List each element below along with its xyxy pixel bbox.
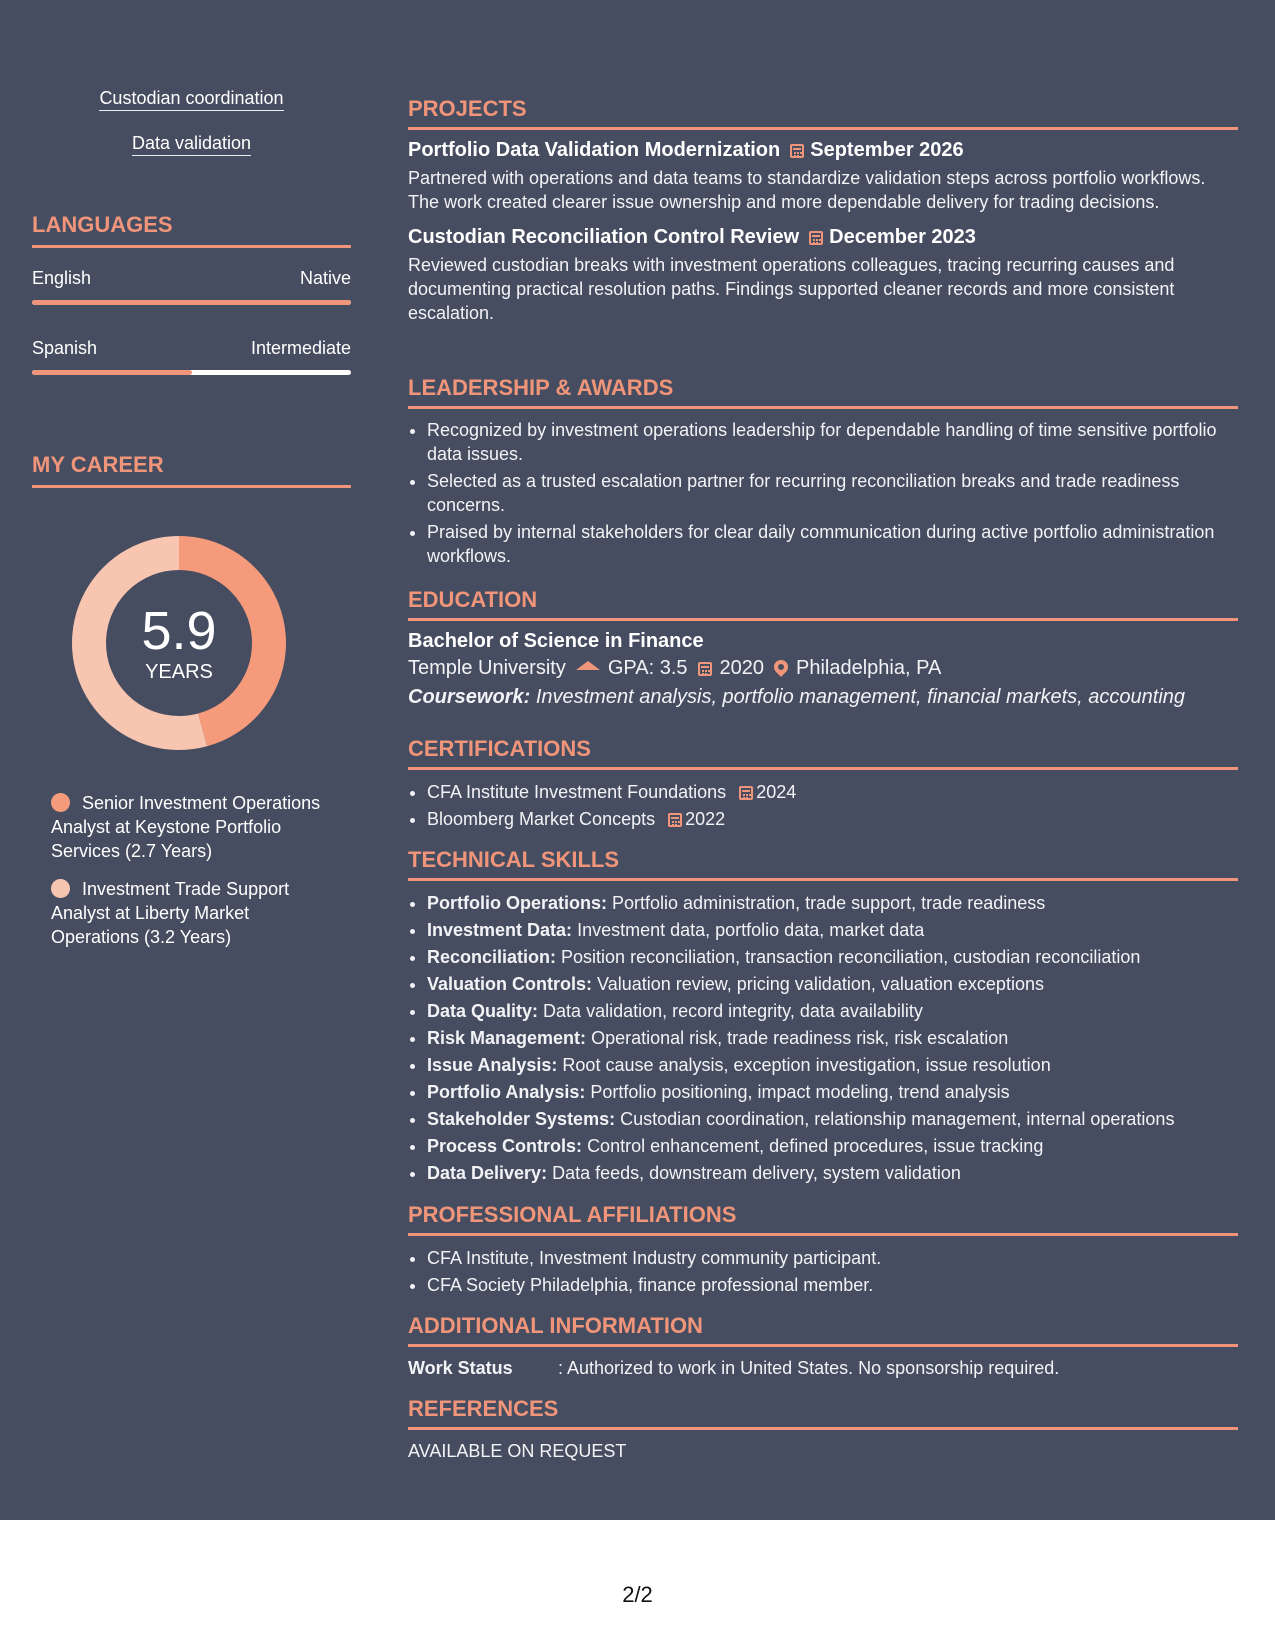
page-footer (0, 1520, 1275, 1650)
list-item (427, 998, 1238, 1025)
education-details (408, 657, 1238, 680)
language-bar-fill (32, 300, 351, 305)
list-item (427, 971, 1238, 998)
languages-heading: LANGUAGES (32, 212, 351, 248)
certifications-heading: CERTIFICATIONS (408, 736, 1238, 770)
career-legend-item (51, 791, 321, 863)
list-item: • Praised by internal stakeholders for clear daily communication during active portfolio administration workflows. (427, 520, 1238, 568)
certification-name: Bloomberg Market Concepts (427, 809, 656, 829)
skill-values: Root cause analysis, exception investigation, issue resolution (562, 1055, 1051, 1075)
additional-info-section (408, 1313, 1238, 1380)
career-total-unit: YEARS (145, 660, 213, 683)
calendar-icon (698, 662, 712, 676)
leadership-heading: LEADERSHIP & AWARDS (408, 375, 1238, 409)
list-item: • CFA Society Philadelphia, finance professional member. (427, 1272, 1238, 1299)
coursework-label: Coursework: (408, 686, 531, 708)
education-location: Philadelphia, PA (796, 657, 942, 679)
skill-values: Position reconciliation, transaction reconciliation, custodian reconciliation (561, 947, 1141, 967)
project-description: Partnered with operations and data teams to standardize validation steps across portfolio workflows. The work created clearer issue ownership and more dependable delivery for trading decisions. (408, 168, 1206, 212)
references-heading: REFERENCES (408, 1396, 1238, 1430)
affiliations-list (408, 1245, 1238, 1299)
language-name: English (32, 268, 92, 288)
list-item (427, 1133, 1238, 1160)
career-donut-center (66, 530, 292, 756)
coursework-text: Investment analysis, portfolio management, financial markets, accounting (535, 686, 1186, 708)
projects-heading: PROJECTS (408, 96, 1238, 130)
list-item: • CFA Institute, Investment Industry community participant. (427, 1245, 1238, 1272)
list-item (427, 1160, 1238, 1187)
certification-year: 2022 (685, 809, 726, 829)
work-status-row (408, 1356, 1238, 1380)
skill-category: Reconciliation: (427, 947, 557, 967)
project-title: Custodian Reconciliation Control Review (408, 226, 800, 248)
project-description: Reviewed custodian breaks with investment operations colleagues, tracing recurring causes and documenting practical resolution paths. Findings supported cleaner records and more consistent escalation. (408, 255, 1175, 323)
skill-category: Data Quality: (427, 1001, 539, 1021)
skill-category: Stakeholder Systems: (427, 1109, 616, 1129)
work-status-value: : Authorized to work in United States. No sponsorship required. (558, 1358, 1060, 1378)
project-title-row (408, 139, 1238, 162)
career-legend-item (51, 877, 321, 949)
legend-dot (51, 793, 70, 812)
additional-info-heading: ADDITIONAL INFORMATION (408, 1313, 1238, 1347)
certification-year: 2024 (756, 782, 797, 802)
skill-values: Valuation review, pricing validation, valuation exceptions (597, 974, 1044, 994)
skill-values: Operational risk, trade readiness risk, risk escalation (591, 1028, 1009, 1048)
list-item (427, 1106, 1238, 1133)
list-item (427, 806, 1238, 833)
list-item (427, 890, 1238, 917)
project-title: Portfolio Data Validation Modernization (408, 139, 781, 161)
language-name: Spanish (32, 338, 98, 358)
school-name: Temple University (408, 657, 566, 679)
references-section (408, 1396, 1238, 1463)
skill-category: Portfolio Analysis: (427, 1082, 586, 1102)
calendar-icon (790, 144, 804, 158)
project-title-row (408, 226, 1238, 249)
skill-category: Process Controls: (427, 1136, 583, 1156)
skill-link[interactable] (32, 88, 351, 109)
calendar-icon (809, 231, 823, 245)
projects-section (408, 96, 1238, 325)
education-section (408, 587, 1238, 709)
skill-category: Risk Management: (427, 1028, 587, 1048)
list-item (427, 779, 1238, 806)
certifications-list (408, 779, 1238, 833)
leadership-section (408, 375, 1238, 568)
calendar-icon (668, 813, 682, 827)
list-item (427, 1079, 1238, 1106)
skill-values: Portfolio positioning, impact modeling, trend analysis (590, 1082, 1010, 1102)
skill-label: Data validation (132, 133, 251, 156)
language-level: Native (299, 268, 351, 288)
skill-values: Investment data, portfolio data, market data (577, 920, 925, 940)
certification-name: CFA Institute Investment Foundations (427, 782, 727, 802)
affiliations-section (408, 1202, 1238, 1299)
education-heading: EDUCATION (408, 587, 1238, 621)
list-item (427, 944, 1238, 971)
skill-values: Control enhancement, defined procedures, issue tracking (587, 1136, 1044, 1156)
certifications-section (408, 736, 1238, 833)
affiliations-heading: PROFESSIONAL AFFILIATIONS (408, 1202, 1238, 1236)
language-row (32, 338, 351, 359)
career-legend-label: Senior Investment Operations Analyst at Keystone Portfolio Services (2.7 Years) (51, 793, 321, 861)
technical-skills-heading: TECHNICAL SKILLS (408, 847, 1238, 881)
skill-values: Data feeds, downstream delivery, system validation (552, 1163, 961, 1183)
language-row (32, 268, 351, 289)
graduation-year: 2020 (719, 657, 764, 679)
language-bar-fill (32, 370, 192, 375)
technical-skills-section (408, 847, 1238, 1187)
skill-values: Data validation, record integrity, data availability (543, 1001, 923, 1021)
skill-label: Custodian coordination (99, 88, 283, 111)
gpa: GPA: 3.5 (607, 657, 688, 679)
skill-category: Issue Analysis: (427, 1055, 558, 1075)
degree: Bachelor of Science in Finance (408, 630, 704, 652)
skill-values: Portfolio administration, trade support, trade readiness (612, 893, 1046, 913)
work-status-label: Work Status (408, 1358, 513, 1378)
language-bar (32, 370, 351, 375)
skill-category: Valuation Controls: (427, 974, 593, 994)
career-legend-label: Investment Trade Support Analyst at Liberty Market Operations (3.2 Years) (51, 879, 290, 947)
list-item: • Selected as a trusted escalation partner for recurring reconciliation breaks and trade readiness concerns. (427, 469, 1238, 517)
technical-skills-list (408, 890, 1238, 1187)
skill-category: Investment Data: (427, 920, 573, 940)
project-date: December 2023 (829, 226, 976, 248)
list-item (427, 1052, 1238, 1079)
graduation-cap-icon (576, 661, 600, 670)
career-total-value: 5.9 (141, 600, 217, 661)
list-item (427, 917, 1238, 944)
list-item (427, 1025, 1238, 1052)
leadership-list (408, 418, 1238, 568)
references-text: AVAILABLE ON REQUEST (408, 1441, 627, 1461)
skill-values: Custodian coordination, relationship management, internal operations (620, 1109, 1175, 1129)
language-level: Intermediate (250, 338, 351, 358)
skill-category: Portfolio Operations: (427, 893, 607, 913)
skill-category: Data Delivery: (427, 1163, 548, 1183)
legend-dot (51, 879, 70, 898)
list-item: • Recognized by investment operations leadership for dependable handling of time sensitive portfolio data issues. (427, 418, 1238, 466)
career-heading: MY CAREER (32, 452, 351, 488)
project-date: September 2026 (810, 139, 964, 161)
skill-link[interactable] (32, 133, 351, 154)
coursework (408, 686, 1238, 709)
calendar-icon (739, 786, 753, 800)
page-number: 2/2 (622, 1582, 653, 1607)
location-pin-icon (771, 657, 791, 677)
language-bar (32, 300, 351, 305)
